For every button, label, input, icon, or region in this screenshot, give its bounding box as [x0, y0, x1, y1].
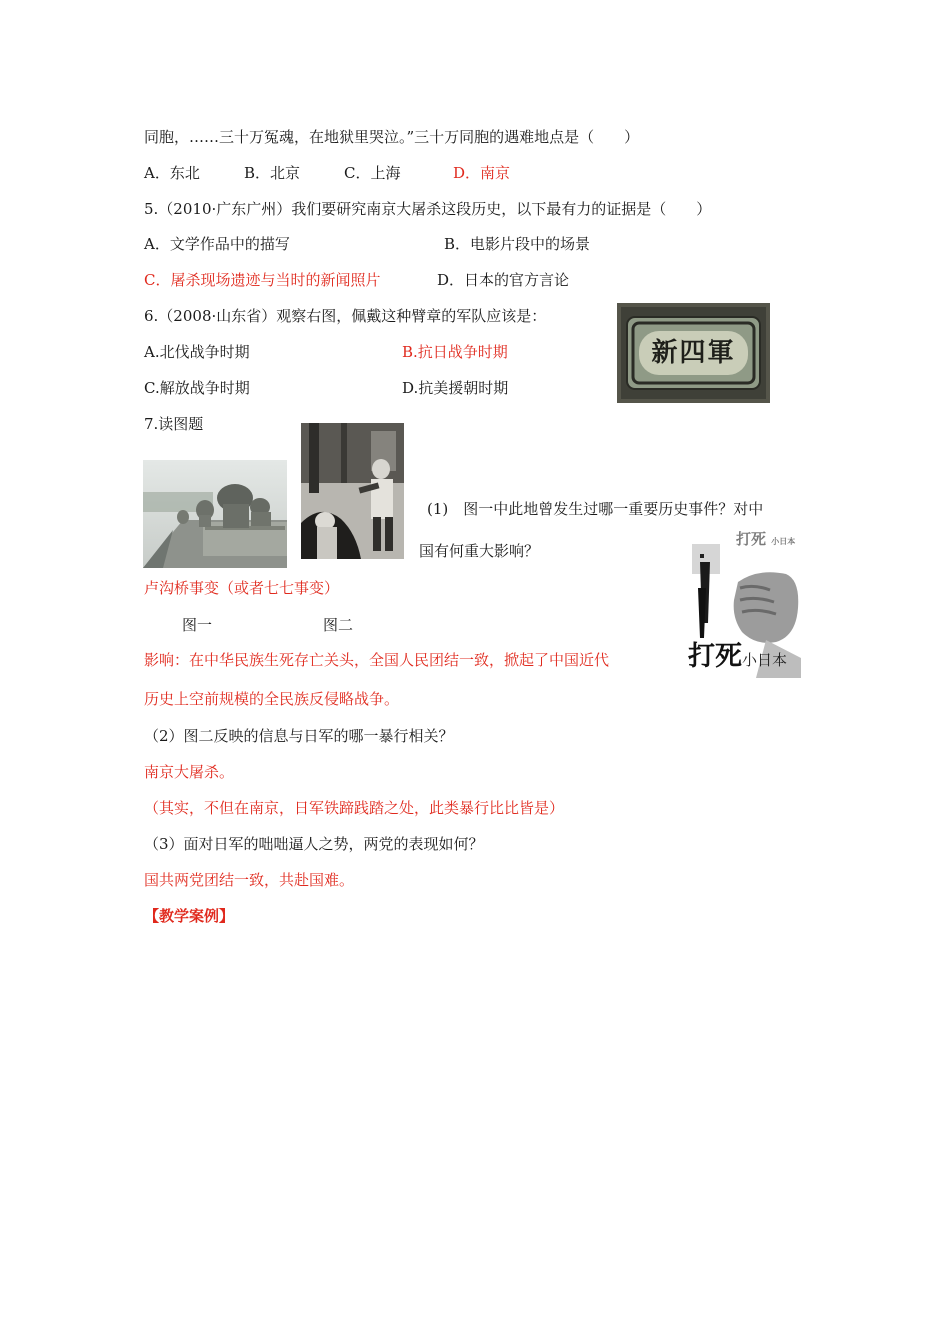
q5-stem: 5.（2010·广东广州）我们要研究南京大屠杀这段历史，以下最有力的证据是（ ） [144, 200, 712, 218]
q7-impact-line1: 影响：在中华民族生死存亡关头，全国人民团结一致，掀起了中国近代 [144, 651, 610, 669]
q4-option-a: A．东北 [144, 164, 200, 182]
historical-photo-graphic [301, 423, 404, 559]
poster-small-heading-sub: 小日本 [771, 536, 796, 546]
section-heading: 【教学案例】 [144, 907, 235, 925]
poster-small-heading [736, 530, 795, 550]
q5-option-d: D．日本的官方言论 [437, 271, 570, 289]
q5-option-b: B．电影片段中的场景 [444, 235, 591, 253]
q4-option-b: B．北京 [244, 164, 301, 182]
poster-small-heading-text: 打死 [736, 530, 767, 548]
q7-sub2: （2）图二反映的信息与日军的哪一暴行相关？ [144, 727, 454, 745]
q7-answer1: 卢沟桥事变（或者七七事变） [144, 579, 340, 597]
q5-option-a: A．文学作品中的描写 [144, 235, 290, 253]
q7-answer3: 国共两党团结一致，共赴国难。 [144, 871, 355, 889]
new-fourth-army-armband-image [617, 303, 770, 403]
q5-option-c-answer: C．屠杀现场遗迹与当时的新闻照片 [144, 271, 381, 289]
q7-sub3: （3）面对日军的咄咄逼人之势，两党的表现如何？ [144, 835, 484, 853]
q7-sub1-line1: (1) 图一中此地曾发生过哪一重要历史事件？对中 [427, 500, 764, 518]
q4-option-c: C．上海 [344, 164, 401, 182]
poster-big-heading-sub: 小日本 [742, 651, 788, 669]
q6-option-c: C.解放战争时期 [144, 379, 250, 397]
poster-big-heading [688, 640, 787, 674]
anti-japanese-poster-image [686, 528, 801, 678]
bridge-lions-graphic [143, 460, 287, 568]
figure-one-lugou-bridge-photo [143, 460, 287, 568]
armband-text: 新四軍 [651, 338, 736, 368]
q7-impact-line2: 历史上空前规模的全民族反侵略战争。 [144, 690, 400, 708]
figure-two-caption: 图二 [323, 616, 354, 634]
q6-option-b-answer: B.抗日战争时期 [402, 343, 508, 361]
q6-option-a: A.北伐战争时期 [144, 343, 250, 361]
q6-option-d: D.抗美援朝时期 [402, 379, 509, 397]
q7-sub1-line2: 国有何重大影响？ [419, 542, 540, 560]
q7-answer2: 南京大屠杀。 [144, 763, 235, 781]
q7-title: 7.读图题 [144, 415, 204, 433]
q4-stem: 同胞，……三十万冤魂，在地狱里哭泣。”三十万同胞的遇难地点是（ ） [144, 128, 640, 146]
poster-big-heading-text: 打死 [688, 641, 742, 672]
figure-two-nanjing-photo [301, 423, 404, 559]
q6-stem: 6.（2008·山东省）观察右图，佩戴这种臂章的军队应该是： [144, 307, 547, 325]
q4-option-d-answer: D．南京 [453, 164, 511, 182]
q7-note2: （其实，不但在南京，日军铁蹄践踏之处，此类暴行比比皆是） [144, 799, 565, 817]
figure-one-caption: 图一 [182, 616, 213, 634]
